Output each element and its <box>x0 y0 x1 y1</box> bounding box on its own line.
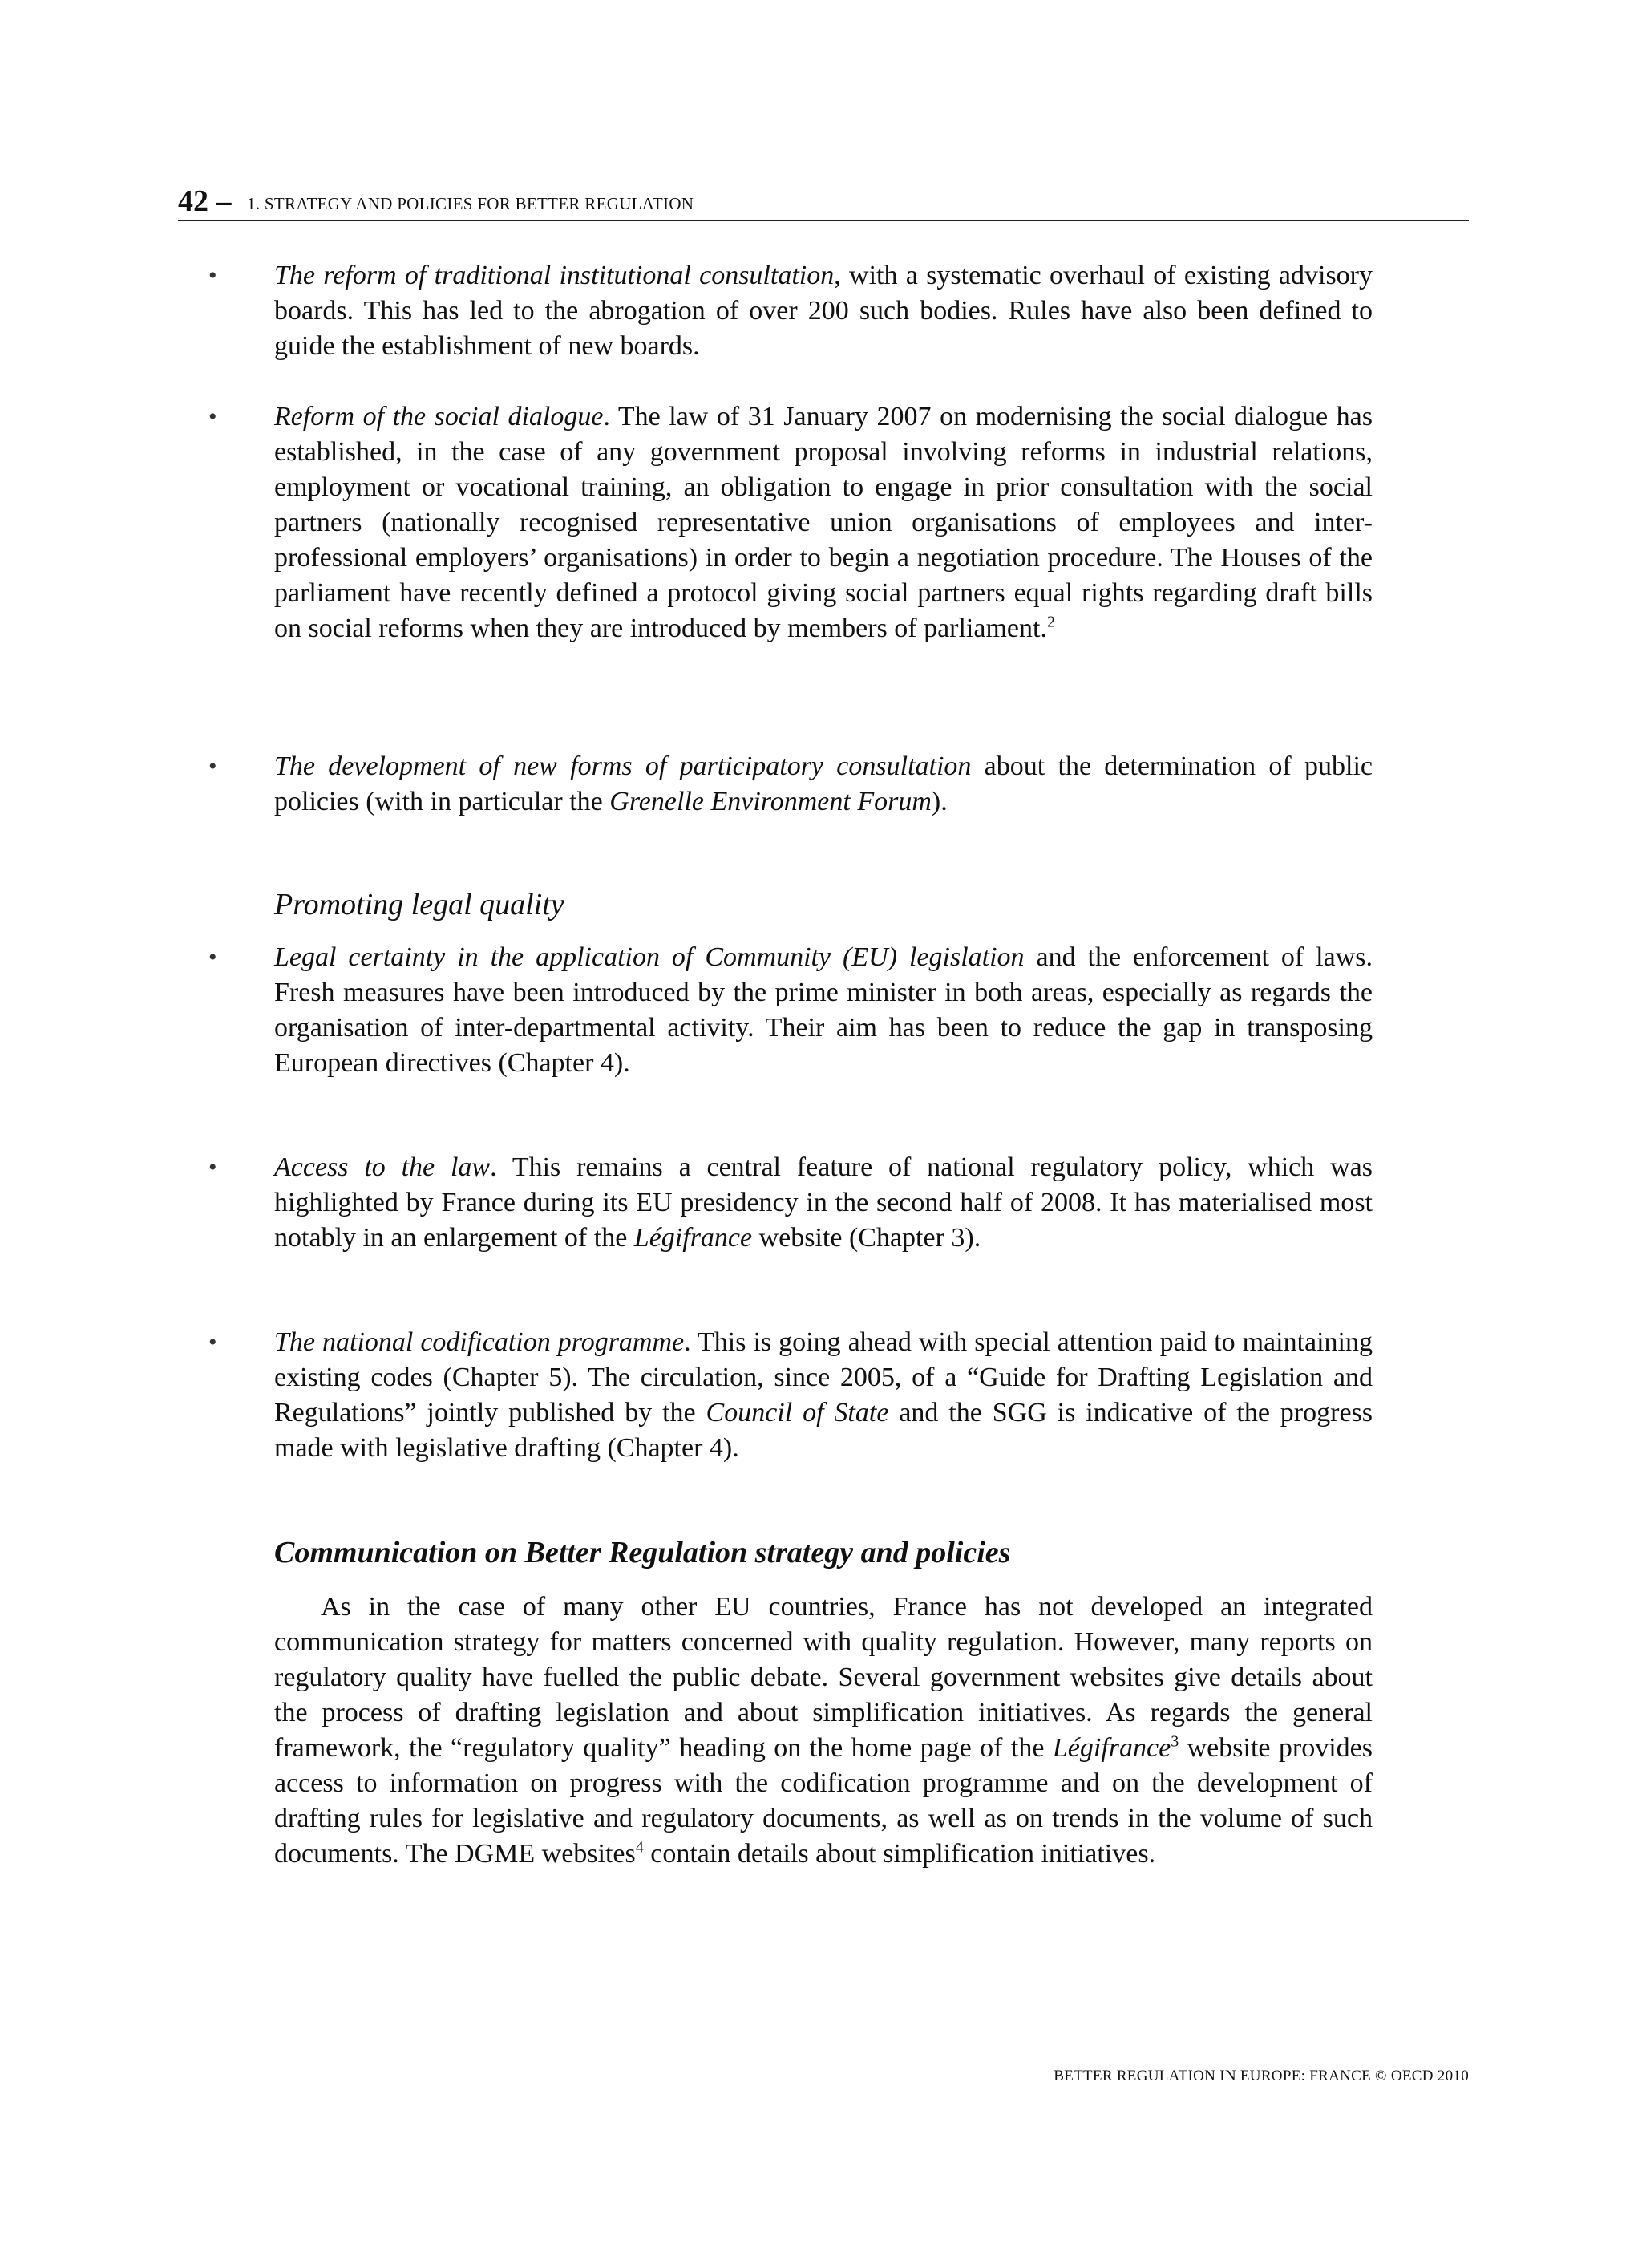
paragraph-communication <box>274 1590 1373 1872</box>
bullet-icon: • <box>208 403 217 430</box>
list-item <box>208 1150 1373 1256</box>
page-footer: BETTER REGULATION IN EUROPE: FRANCE © OECD 2010 <box>1054 2068 1469 2084</box>
bullet-text: . The law of 31 January 2007 on modernising the social dialogue has established, in the case of any government proposal involving reforms in industrial relations, employment or vocational training, an obligation to engage in prior consultation with the social partners (nationally recognised representative union organisations of employees and inter-professional employers’ organisations) in order to begin a negotiation procedure. The Houses of the parliament have recently defined a protocol giving social partners equal rights regarding draft bills on social reforms when they are introduced by members of parliament. <box>274 402 1373 643</box>
bullet-icon: • <box>208 1329 217 1355</box>
footnote-ref[interactable]: 4 <box>635 1838 644 1857</box>
para-text: contain details about simplification initiatives. <box>643 1839 1156 1869</box>
footnote-ref[interactable]: 2 <box>1046 613 1055 631</box>
para-text: website provides access to information on progress with the codification programme and on the development of drafting rules for legislative and regulatory documents, as well as on trends in the volume of such documents. The DGME websites <box>274 1733 1373 1869</box>
section-heading-communication: Communication on Better Regulation strategy and policies <box>274 1536 1011 1569</box>
bullet-text: about the determination of public policies (with in particular the <box>274 751 1373 816</box>
footnote-ref[interactable]: 3 <box>1171 1732 1179 1751</box>
bullet-lead: The reform of traditional institutional consultation <box>274 261 835 290</box>
list-item <box>208 258 1373 364</box>
para-italic: Légifrance <box>1052 1733 1171 1763</box>
bullet-text: . This is going ahead with special attention paid to maintaining existing codes (Chapter 5). The circulation, since 2005, of a “Guide for Drafting Legislation and Regulations” jointly published by the <box>274 1327 1373 1428</box>
bullet-text: and the SGG is indicative of the progress made with legislative drafting (Chapter 4). <box>274 1398 1373 1463</box>
running-head: 1. STRATEGY AND POLICIES FOR BETTER REGULATION <box>247 194 694 213</box>
section-heading-legal-quality: Promoting legal quality <box>274 888 564 921</box>
bullet-text: website (Chapter 3). <box>752 1223 981 1253</box>
bullet-italic: Légifrance <box>633 1223 753 1253</box>
bullet-icon: • <box>208 262 217 289</box>
bullet-lead: Reform of the social dialogue <box>274 402 604 431</box>
page-number: 42 – <box>178 184 232 218</box>
list-item <box>208 749 1373 820</box>
bullet-icon: • <box>208 944 217 970</box>
list-item <box>208 940 1373 1081</box>
bullet-lead: Access to the law <box>274 1152 491 1182</box>
bullet-text: and the enforcement of laws. Fresh measures have been introduced by the prime minister in both areas, especially as regards the organisation of inter-departmental activity. Their aim has been to reduce the gap in transposing European directives (Chapter 4). <box>274 942 1373 1078</box>
bullet-lead: Legal certainty in the application of Community (EU) legislation <box>274 942 1025 972</box>
para-text: As in the case of many other EU countries, France has not developed an integrated communication strategy for matters concerned with quality regulation. However, many reports on regulatory quality have fuelled the public debate. Several government websites give details about the process of drafting legislation and about simplification initiatives. As regards the general framework, the “regulatory quality” heading on the home page of the <box>274 1592 1373 1763</box>
bullet-icon: • <box>208 753 217 780</box>
bullet-italic: Grenelle Environment Forum <box>609 787 932 816</box>
page-header <box>178 183 1469 221</box>
bullet-text: , with a systematic overhaul of existing advisory boards. This has led to the abrogation of over 200 such bodies. Rules have also been defined to guide the establishment of new boards. <box>274 261 1373 361</box>
bullet-text: ). <box>931 787 948 816</box>
list-item <box>208 399 1373 646</box>
bullet-lead: The national codification programme <box>274 1327 685 1357</box>
bullet-text: . This remains a central feature of national regulatory policy, which was highlighted by France during its EU presidency in the second half of 2008. It has materialised most notably in an enlargement of the <box>274 1152 1373 1253</box>
bullet-italic: Council of State <box>706 1398 889 1428</box>
list-item <box>208 1325 1373 1466</box>
bullet-icon: • <box>208 1154 217 1181</box>
bullet-lead: The development of new forms of participatory consultation <box>274 751 972 781</box>
